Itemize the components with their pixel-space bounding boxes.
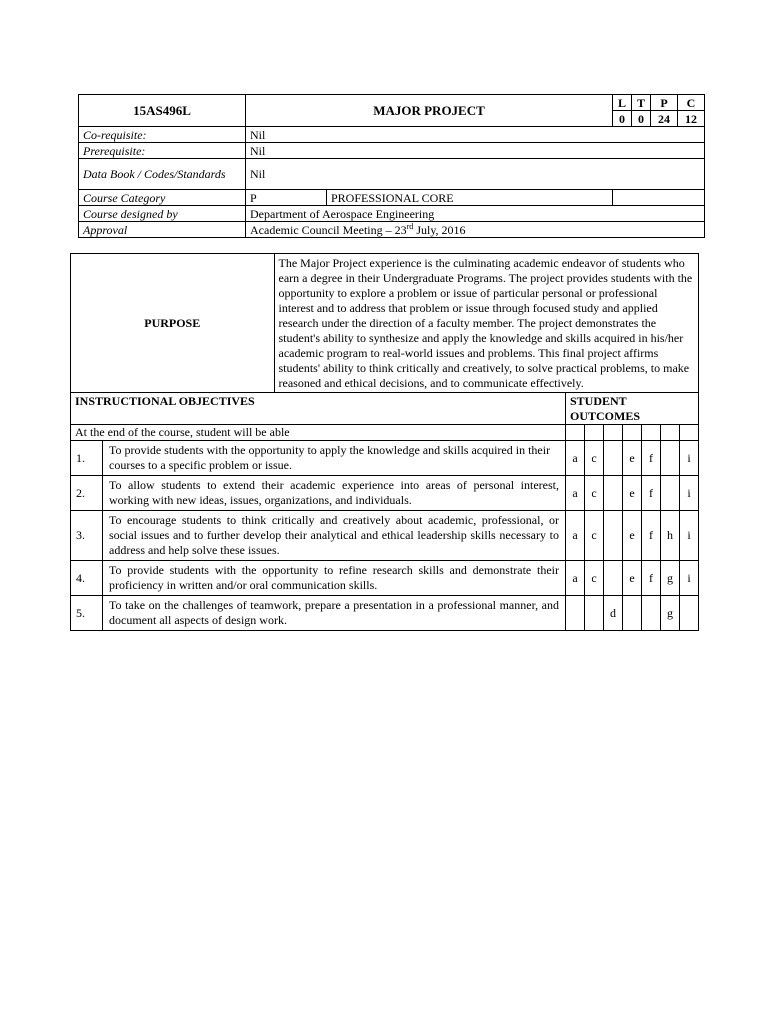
course-code: 15AS496L: [79, 95, 246, 127]
outcome-cell: [604, 441, 623, 476]
objective-number: 4.: [71, 561, 103, 596]
outcome-header-cell: [566, 425, 585, 441]
category-label: Course Category: [79, 190, 246, 206]
outcome-cell: [661, 441, 680, 476]
ltpc-header-c: C: [678, 95, 705, 111]
outcome-cell: c: [585, 561, 604, 596]
outcome-header-cell: [604, 425, 623, 441]
outcome-cell: a: [566, 441, 585, 476]
approval-suffix: July, 2016: [413, 222, 466, 237]
objective-row: [71, 561, 699, 596]
ltpc-value-p: 24: [651, 111, 678, 127]
corequisite-value: Nil: [246, 127, 705, 143]
outcome-cell: i: [680, 476, 699, 511]
outcome-header-cell: [623, 425, 642, 441]
outcome-cell: a: [566, 561, 585, 596]
prerequisite-label: Prerequisite:: [79, 143, 246, 159]
objective-number: 3.: [71, 511, 103, 561]
outcome-cell: [585, 596, 604, 631]
outcome-cell: e: [623, 561, 642, 596]
outcome-cell: g: [661, 561, 680, 596]
outcome-cell: [661, 476, 680, 511]
outcome-cell: i: [680, 511, 699, 561]
outcome-cell: g: [661, 596, 680, 631]
objective-row: [71, 441, 699, 476]
objective-text: To take on the challenges of teamwork, prepare a presentation in a professional manner, and document all aspects of design work.: [103, 596, 566, 631]
outcome-cell: c: [585, 441, 604, 476]
ltpc-header-p: P: [651, 95, 678, 111]
objective-number: 2.: [71, 476, 103, 511]
outcome-cell: f: [642, 511, 661, 561]
student-outcomes-header: STUDENT OUTCOMES: [566, 393, 699, 425]
corequisite-label: Co-requisite:: [79, 127, 246, 143]
outcome-cell: c: [585, 511, 604, 561]
objective-row: [71, 476, 699, 511]
course-title: MAJOR PROJECT: [246, 95, 613, 127]
approval-label: Approval: [79, 222, 246, 238]
outcome-cell: e: [623, 441, 642, 476]
ltpc-header-l: L: [613, 95, 632, 111]
objective-text: To provide students with the opportunity to refine research skills and demonstrate their proficiency in written and/or oral communication skills.: [103, 561, 566, 596]
outcome-cell: [604, 561, 623, 596]
outcome-cell: i: [680, 441, 699, 476]
ltpc-value-l: 0: [613, 111, 632, 127]
objectives-table: [70, 253, 699, 631]
objective-text: To provide students with the opportunity to apply the knowledge and skills acquired in their courses to a specific problem or issue.: [103, 441, 566, 476]
outcome-cell: d: [604, 596, 623, 631]
purpose-label: PURPOSE: [71, 254, 275, 393]
category-name: PROFESSIONAL CORE: [327, 190, 613, 206]
outcome-cell: [566, 596, 585, 631]
category-empty-cell: [613, 190, 705, 206]
ltpc-value-t: 0: [632, 111, 651, 127]
outcome-cell: [604, 476, 623, 511]
outcome-cell: f: [642, 441, 661, 476]
outcome-cell: f: [642, 476, 661, 511]
course-info-table: [78, 94, 705, 238]
ltpc-header-t: T: [632, 95, 651, 111]
outcome-cell: e: [623, 511, 642, 561]
outcome-cell: [623, 596, 642, 631]
ltpc-value-c: 12: [678, 111, 705, 127]
outcome-header-cell: [585, 425, 604, 441]
objective-number: 5.: [71, 596, 103, 631]
outcome-header-cell: [661, 425, 680, 441]
objective-row: [71, 596, 699, 631]
approval-value: [246, 222, 705, 238]
outcome-header-cell: [680, 425, 699, 441]
outcome-cell: [680, 596, 699, 631]
outcome-cell: [642, 596, 661, 631]
outcome-cell: [604, 511, 623, 561]
objectives-intro: At the end of the course, student will be able: [71, 425, 566, 441]
prerequisite-value: Nil: [246, 143, 705, 159]
outcome-cell: h: [661, 511, 680, 561]
objective-text: To encourage students to think critically and creatively about academic, professional, or social issues and to further develop their analytical and ethical leadership skills necessary to address and help solve these issues.: [103, 511, 566, 561]
approval-prefix: Academic Council Meeting – 23: [250, 222, 407, 237]
databook-label: Data Book / Codes/Standards: [79, 159, 246, 190]
instructional-objectives-header: INSTRUCTIONAL OBJECTIVES: [71, 393, 566, 425]
designed-by-label: Course designed by: [79, 206, 246, 222]
objective-text: To allow students to extend their academic experience into areas of personal interest, working with new ideas, issues, organizations, and individuals.: [103, 476, 566, 511]
outcome-cell: e: [623, 476, 642, 511]
outcome-cell: c: [585, 476, 604, 511]
databook-value: Nil: [246, 159, 705, 190]
approval-superscript: rd: [406, 221, 414, 231]
designed-by-value: Department of Aerospace Engineering: [246, 206, 705, 222]
category-code: P: [246, 190, 327, 206]
outcome-cell: a: [566, 511, 585, 561]
outcome-cell: i: [680, 561, 699, 596]
objective-row: [71, 511, 699, 561]
outcome-header-cell: [642, 425, 661, 441]
purpose-text: The Major Project experience is the culminating academic endeavor of students who earn a degree in their Undergraduate Programs. The project provides students with the opportunity to explore a problem or issue of particular personal or professional interest and to address that problem or issue through focused study and applied research under the direction of a faculty member. The project demonstrates the student's ability to synthesize and apply the knowledge and skills acquired in his/her academic program to real-world issues and problems. This final project affirms students' ability to think critically and creatively, to solve practical problems, to make reasoned and ethical decisions, and to communicate effectively.: [274, 254, 699, 393]
outcome-cell: a: [566, 476, 585, 511]
outcome-cell: f: [642, 561, 661, 596]
objective-number: 1.: [71, 441, 103, 476]
